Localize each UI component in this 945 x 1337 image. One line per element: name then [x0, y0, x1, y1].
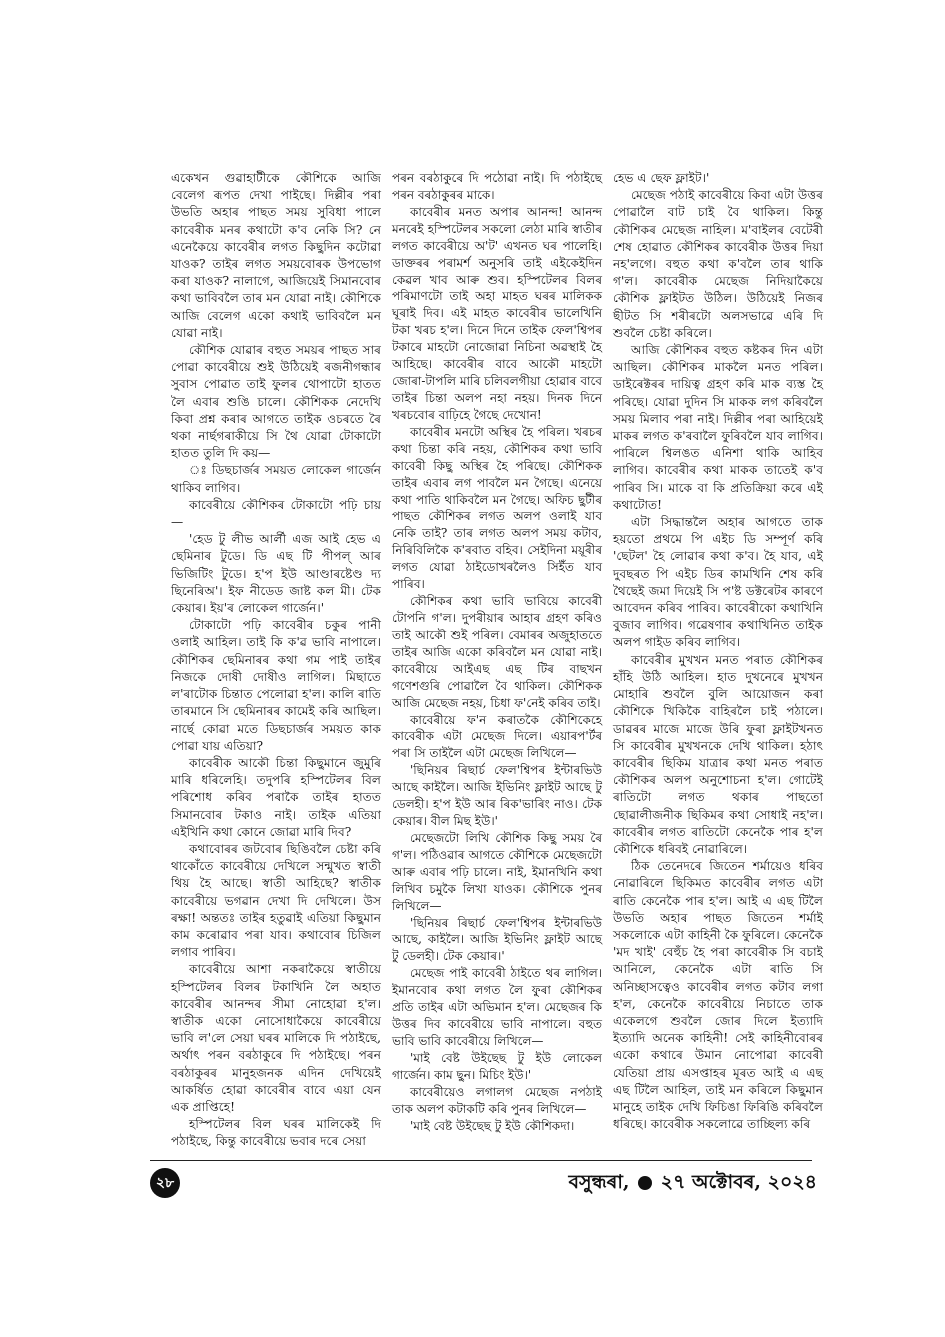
paragraph: আজি কৌশিকৰ বহুত কষ্টকৰ দিন এটা আছিল। কৌশিকৰ মাকলৈ মনত পৰিল। ডাইৰেক্টৰৰ দায়িত্ব গ্ৰহণ কৰি মাক ব্যস্ত হৈ পৰিছে। যোৱা দুদিন সি মাকক লগ কৰিবলৈ সময় মিলাব পৰা নাই। দিল্লীৰ পৰা আহিয়েই মাকৰ লগত ক'ৰবালৈ ফুৰিবলৈ যাব লাগিব। পাৰিলে শ্বিলঙত এনিশা থাকি আহিব লাগিব। কাবেৰীৰ কথা মাকক তাতেই ক'ব পাৰিব সি। মাকে বা কি প্ৰতিক্ৰিয়া কৰে এই কথাটোত!: [613, 343, 823, 512]
paragraph: হেভ এ ছেফ ফ্লাইট।': [613, 171, 710, 185]
paragraph: 'ছিনিয়ৰ ৰিছাৰ্চ ফেল'শ্বিপৰ ইন্টাৰভিউ আছে কাইলৈ। আজি ইভিনিং ফ্লাইট আছে টু ডেলহী। হ'প ইউ আৰ ৰিক'ভাৰিং নাও। টেক কেয়াৰ। বীল মিছ ইউ।': [392, 763, 602, 829]
paragraph: কৌশিক যোৱাৰ বহুত সময়ৰ পাছত সাৰ পোৱা কাবেৰীয়ে শুই উঠিয়েই ৰজনীগন্ধাৰ সুবাস পোৱাত তাই ফুলৰ থোপাটো হাতত লৈ এবাৰ শুঙি চালে। কৌশিকক নেদেখি কিবা প্ৰশ্ন কৰাৰ আগতে তাইক ওচৰতে ৰৈ থকা নাৰ্ছগৰাকীয়ে সি থৈ যোৱা টোকাটো হাতত তুলি দি কয়—: [171, 343, 381, 461]
paragraph: টোকাটো পঢ়ি কাবেৰীৰ চকুৰ পানী ওলাই আহিল। তাই কি ক'ৱ ভাবি নাপালে। কৌশিকৰ ছেমিনাৰৰ কথা গম পাই তাইৰ নিজকে দোষী দোষীও লাগিল। মিছাতে ল'ৰাটোক চিন্তাত পেলোৱা হ'ল। কালি ৰাতি তাৰমানে সি ছেমিনাৰৰ কামেই কৰি আছিল। নাৰ্ছে কোৱা মতে ডিছচাৰ্জৰ সময়ত কাক পোৱা যায় এতিয়া?: [171, 618, 381, 753]
paragraph: কাবেৰীৰ মুখখন মনত পৰাত কৌশিকৰ হাঁহি উঠি আহিল। হাত দুখনেৰে মুখখন মোহাৰি শুবলৈ বুলি আয়োজন কৰা কৌশিকে খিকিকৈ বাহিৰলৈ চাই পঠালে। ডাৱৰৰ মাজে মাজে উৰি ফুৰা ফ্লাইটখনত সি কাবেৰীৰ মুখখনকে দেখি থাকিল। হঠাৎ কাবেৰীৰ ছিকিম যাত্ৰাৰ কথা মনত পৰাত কৌশিকৰ অলপ অনুশোচনা হ'ল। গোটেই ৰাতিটো লগত থকাৰ পাছতো ছোৱালীজনীক ছিকিমৰ কথা সোধাই নহ'ল। কাবেৰীৰ লগত ৰাতিটো কেনেকৈ পাৰ হ'ল কৌশিকে ধৰিবই নোৱাৰিলে।: [613, 652, 823, 856]
separator-dot-icon: [638, 1176, 652, 1190]
paragraph: কৌশিকৰ কথা ভাবি ভাবিয়ে কাবেৰী টোপনি গ'ল। দুপৰীয়াৰ আহাৰ গ্ৰহণ কৰিও তাই আকৌ শুই পৰিল। বেমাৰৰ অজুহাততে তাইৰ আজি একো কৰিবলৈ মন যোৱা নাই। কাবেৰীয়ে আইএছ এছ টিৰ বাছখন গণেশগুৰি পোৱালৈ বৈ থাকিল। কৌশিকক আজি মেছেজ নহয়, চিধা ফ'নেই কৰিব তাই।: [392, 594, 602, 710]
issue-date: ২৭ অক্টোবৰ, ২০২৪: [660, 1171, 817, 1193]
magazine-name: বসুন্ধৰা,: [568, 1171, 630, 1193]
paragraph: কাবেৰীয়ে আশা নকৰাকৈয়ে স্বাতীয়ে হস্পিটেলৰ বিলৰ টকাখিনি লৈ অহাত কাবেৰীৰ আনন্দৰ সীমা নোহোৱা হ'ল। স্বাতীক একো নোসোধাকৈয়ে কাবেৰীয়ে ভাবি ল'লে সেয়া ঘৰৰ মালিকে দি পঠাইছে, অৰ্থাৎ পৰন বৰঠাকুৰে দি পঠাইছে। পৰন বৰঠাকুৰৰ মানুহজনক এদিন দেখিয়েই আকৰ্ষিত হোৱা কাবেৰীৰ বাবে এয়া যেন এক প্ৰাপ্তিহে!: [171, 962, 381, 1114]
paragraph: 'হেড টু লীভ আৰ্লী এজ আই হেভ এ ছেমিনাৰ টুডে। ডি এছ টি পীপল্‌ আৰ ভিজিটিং টুডে। হ'প ইউ আণ্ডাৰষ্টেণ্ড দ্য ছিনেৰিঅ'। ইফ নীডেড জাষ্ট কল মী। টেক কেয়াৰ। ইয়'ৰ লোকেল গাৰ্জেন।': [171, 532, 381, 616]
paragraph: মেছেজ পাই কাবেৰী ঠাইতে থৰ লাগিল। ইমানবোৰ কথা লগত লৈ ফুৰা কৌশিকৰ প্ৰতি তাইৰ এটা অভিমান হ'ল। মেছেজৰ কি উত্তৰ দিব কাবেৰীয়ে ভাবি নাপালে। বহুত ভাবি ভাবি কাবেৰীয়ে লিখিলে—: [392, 966, 602, 1049]
paragraph: 'মাই বেষ্ট উইছেছ টু ইউ লোকেল গাৰ্জেন। কাম ছুন। মিচিং ইউ।': [392, 1050, 602, 1082]
footer-rule: [150, 1160, 812, 1161]
paragraph: কথাবোৰৰ জটবোৰ ছিঙিবলৈ চেষ্টা কৰি থাকোঁতে কাবেৰীয়ে দেখিলে সন্মুখত স্বাতী থিয় হৈ আছে। স্বাতী আহিছে? স্বাতীক কাবেৰীয়ে ভগৱান দেখা দি দেখিলে। উস ৰক্ষা! অন্ততঃ তাইৰ হতুৱাই এতিয়া কিছুমান কাম কৰোৱাব পৰা যাব। কথাবোৰ চিজিল লগাব পাৰিব।: [171, 841, 381, 960]
paragraph: কাবেৰীয়েও লগালগ মেছেজ নপঠাই তাক অলপ কটাকটি কৰি পুনৰ লিখিলে—: [392, 1084, 602, 1116]
paragraph: একেখন গুৱাহাটীকে কৌশিকে আজি বেলেগ ৰূপত দেখা পাইছে। দিল্লীৰ পৰা উভতি অহাৰ পাছত সময় সুবিধা পালে কাবেৰীক মনৰ কথাটো ক'ব নেকি সি? নে এনেকৈয়ে কাবেৰীৰ লগত কিছুদিন কটোৱা যাওক? তাইৰ লগত সময়বোৰক উপভোগ কৰা যাওক? নালাগে, আজিয়েই সিমানবোৰ কথা ভাবিবলৈ তাৰ মন যোৱা নাই। কৌশিকে আজি বেলেগ একো কথাই ভাবিবলৈ মন যোৱা নাই।: [171, 171, 381, 340]
paragraph: এটা সিদ্ধান্তলৈ অহাৰ আগতে তাক হয়তো প্ৰথমে পি এইচ ডি সম্পূৰ্ণ কৰি 'ছেটল' হৈ লোৱাৰ কথা ক'ব। হৈ যাব, এই দুবছৰত পি এইচ ডিৰ কামখিনি শেষ কৰি থৈছেই জমা দিয়েই সি প'ষ্ট ডক্টৰেটৰ কাৰণে আবেদন কৰিব পাৰিব। কাবেৰীকো কথাখিনি বুজাব লাগিব। গৱেষণাৰ কথাখিনিত তাইক অলপ গাইড কৰিব লাগিব।: [613, 515, 823, 650]
text-column-1: [171, 170, 381, 1151]
paragraph: কাবেৰীক আকৌ চিন্তা কিছুমানে জুমুৰি মাৰি ধৰিলেহি। তদুপৰি হস্পিটেলৰ বিল পৰিশোধ কৰিব পৰাকৈ তাইৰ হাতত সিমানবোৰ টকাও নাই। তাইক এতিয়া এইখিনি কথা কোনে জোৱা মাৰি দিব?: [171, 755, 381, 839]
page-number: ২৮: [150, 1168, 180, 1198]
paragraph: কাবেৰীৰ মনটো অস্থিৰ হৈ পৰিল। খৰচৰ কথা চিন্তা কৰি নহয়, কৌশিকৰ কথা ভাবি কাবেৰী কিছু অস্থিৰ হৈ পৰিছে। কৌশিকক তাইৰ এবাৰ লগ পাবলৈ মন গৈছে। এনেয়ে কথা পাতি থাকিবলৈ মন গৈছে। অফিচ ছুটীৰ পাছত কৌশিকৰ লগত অলপ ওলাই যাব নেকি তাই? তাৰ লগত অলপ সময় কটাব, নিৰিবিলিকৈ ক'ৰবাত বহিব। সেইদিনা ময়ূৰীৰ লগত যোৱা ঠাইডোখৰলৈও সিইঁত যাব পাৰিব।: [392, 424, 602, 592]
paragraph: কাবেৰীয়ে কৌশিকৰ টোকাটো পঢ়ি চায়—: [171, 497, 381, 530]
paragraph: কাবেৰীৰ মনত অপাৰ আনন্দ! আনন্দ মনৰেই হস্পিটেলৰ সকলো লেঠা মাৰি স্বাতীৰ লগত কাবেৰীয়ে অ'ট' এখনত ঘৰ পালেহি। ডাক্তৰৰ পৰামৰ্শ অনুসৰি তাই এইকেইদিন কেৱল খাব আৰু শুব। হস্পিটেলৰ বিলৰ পৰিমাণটো তাই অহা মাহত ঘৰৰ মালিকক ঘূৰাই দিব। এই মাহত কাবেৰীৰ ভালেখিনি টকা খৰচ হ'ল। দিনে দিনে তাইক ফেল'শ্বিপৰ টকাৰে মাহটো নোজোৱা নিচিনা অৱস্থাই হৈ আহিছে। কাবেৰীৰ বাবে আকৌ মাহটো জোৰা-টাপলি মাৰি চলিবলগীয়া হোৱাৰ বাবে তাইৰ চিন্তা অলপ নহা নহয়। দিনক দিনে খৰচবোৰ বাঢ়িহে গৈছে দেখোন!: [392, 204, 602, 422]
paragraph: কাবেৰীয়ে ফ'ন কৰাতকৈ কৌশিকেহে কাবেৰীক এটা মেছেজ দিলে। এয়াৰপ'ৰ্টৰ পৰা সি তাইলৈ এটা মেছেজ লিখিলে—: [392, 712, 602, 761]
paragraph: মেছেজটো লিখি কৌশিক কিছু সময় ৰৈ গ'ল। পঠিওৱাৰ আগতে কৌশিকে মেছেজটো আৰু এবাৰ পঢ়ি চালে। নাই, ইমানখিনি কথা লিখিব চমুকৈ লিখা যাওক। কৌশিকে পুনৰ লিখিলে—: [392, 830, 602, 913]
paragraph: ঠিক তেনেদৰে জিতেন শৰ্মায়েও ধৰিব নোৱাৰিলে ছিকিমত কাবেৰীৰ লগত এটা ৰাতি কেনেকৈ পাৰ হ'ল। আই এ এছ টিলৈ উভতি অহাৰ পাছত জিতেন শৰ্মাই সকলোকে এটা কাহিনী কৈ ফুৰিলে। কেনেকৈ 'মদ খাই' বেহুঁচ হৈ পৰা কাবেৰীক সি বচাই আনিলে, কেনেকৈ এটা ৰাতি সি অনিচ্ছাসত্বেও কাবেৰীৰ লগত কটাব লগা হ'ল, কেনেকৈ কাবেৰীয়ে নিচাতে তাক একেলগে শুবলৈ জোৰ দিলে ইত্যাদি ইত্যাদি অনেক কাহিনী! সেই কাহিনীবোৰৰ একো কথাৰে উমান নোপোৱা কাবেৰী যেতিয়া প্ৰায় এসপ্তাহৰ মূৰত আই এ এছ এছ টিলৈ আহিল, তাই মন কৰিলে কিছুমান মানুহে তাইক দেখি ফিচিঙা ফিৰিঙি কৰিবলৈ ধৰিছে। কাবেৰীক সকলোৱে তাচ্ছিল্য কৰি: [613, 859, 823, 1132]
paragraph: মেছেজ পঠাই কাবেৰীয়ে কিবা এটা উত্তৰ পোৱালৈ বাট চাই বৈ থাকিল। কিন্তু কৌশিকৰ মেছেজ নাহিল। ম'বাইলৰ বেটেৰী শেষ হোৱাত কৌশিকৰ কাবেৰীক উত্তৰ দিয়া নহ'লগে। বহুত কথা ক'বলৈ তাৰ থাকি গ'ল। কাবেৰীক মেছেজ নিদিয়াকৈয়ে কৌশিক ফ্লাইটত উঠিল। উঠিয়েই নিজৰ ছীটত সি শৰীৰটো অলসভাৱে এৰি দি শুবলৈ চেষ্টা কৰিলে।: [613, 188, 823, 340]
footer-masthead: [568, 1168, 817, 1200]
paragraph: ঃ ডিছচাৰ্জৰ সময়ত লোকেল গাৰ্জেন থাকিব লাগিব।: [171, 463, 381, 495]
paragraph: 'ছিনিয়ৰ ৰিছাৰ্চ ফেল'শ্বিপৰ ইন্টাৰভিউ আছে, কাইলৈ। আজি ইভিনিং ফ্লাইট আছে টু ডেলহী। টেক কেয়াৰ।': [392, 915, 602, 964]
text-column-2: [392, 170, 602, 1135]
paragraph: হস্পিটেলৰ বিল ঘৰৰ মালিকেই দি পঠাইছে, কিন্তু কাবেৰীয়ে ভবাৰ দৰে সেয়া: [171, 1117, 381, 1149]
text-column-3: [613, 170, 823, 1133]
paragraph: 'মাই বেষ্ট উইছেছ টু ইউ কৌশিকদা।: [410, 1118, 575, 1133]
paragraph: পৰন বৰঠাকুৰে দি পঠোৱা নাই। দি পঠাইছে পৰন বৰঠাকুৰৰ মাকে।: [392, 171, 602, 202]
